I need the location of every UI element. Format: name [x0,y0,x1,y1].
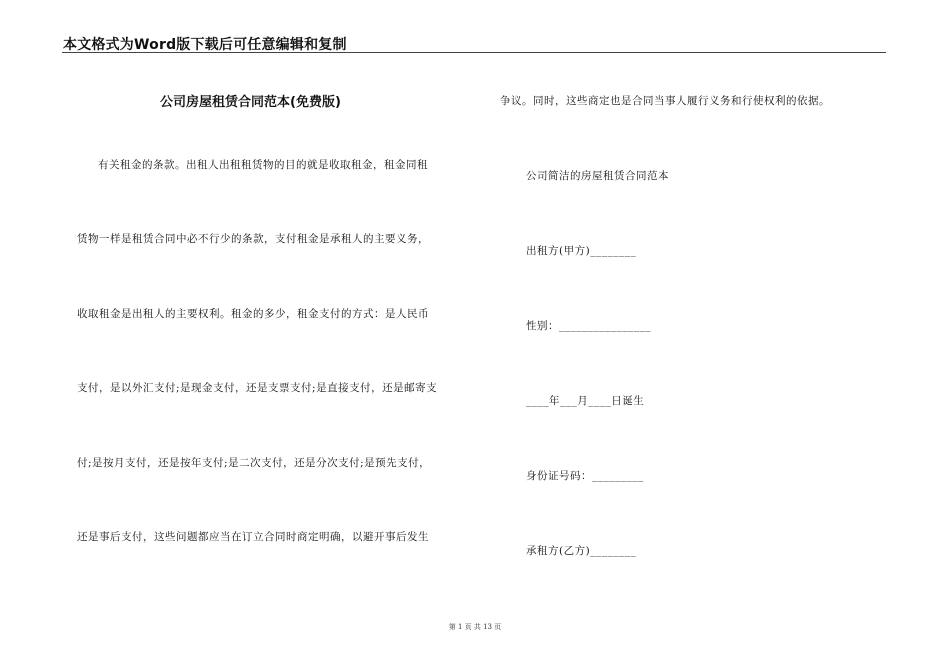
gender-field: 性别：________________ [526,320,651,332]
birth-date-field: ____年___月____日诞生 [526,395,645,407]
left-paragraph-line: 付;是按月支付，还是按年支付;是二次支付，还是分次支付;是预先支付， [77,457,431,469]
id-number-field: 身份证号码：_________ [526,470,644,482]
lessee-field: 承租方(乙方)________ [526,545,637,557]
left-paragraph-line: 有关租金的条款。出租人出租租赁物的目的就是收取租金，租金同租 [98,159,428,171]
left-paragraph-line: 支付，是以外汇支付;是现金支付，还是支票支付;是直接支付，还是邮寄支 [77,382,438,394]
document-header-text: 本文格式为Word版下载后可任意编辑和复制 [63,37,347,53]
left-paragraph-line: 还是事后支付，这些问题都应当在订立合同时商定明确，以避开事后发生 [77,531,429,543]
header-divider [62,52,886,53]
right-paragraph-line: 争议。同时，这些商定也是合同当事人履行义务和行使权利的依据。 [500,95,830,107]
document-title: 公司房屋租赁合同范本(免费版) [160,95,341,110]
left-paragraph-line: 收取租金是出租人的主要权利。租金的多少，租金支付的方式：是人民币 [77,308,429,320]
page-number: 第 1 页 共 13 页 [448,623,502,631]
contract-heading: 公司简洁的房屋租赁合同范本 [526,170,669,182]
lessor-field: 出租方(甲方)________ [526,245,637,257]
left-paragraph-line: 赁物一样是租赁合同中必不行少的条款，支付租金是承租人的主要义务， [77,233,429,245]
